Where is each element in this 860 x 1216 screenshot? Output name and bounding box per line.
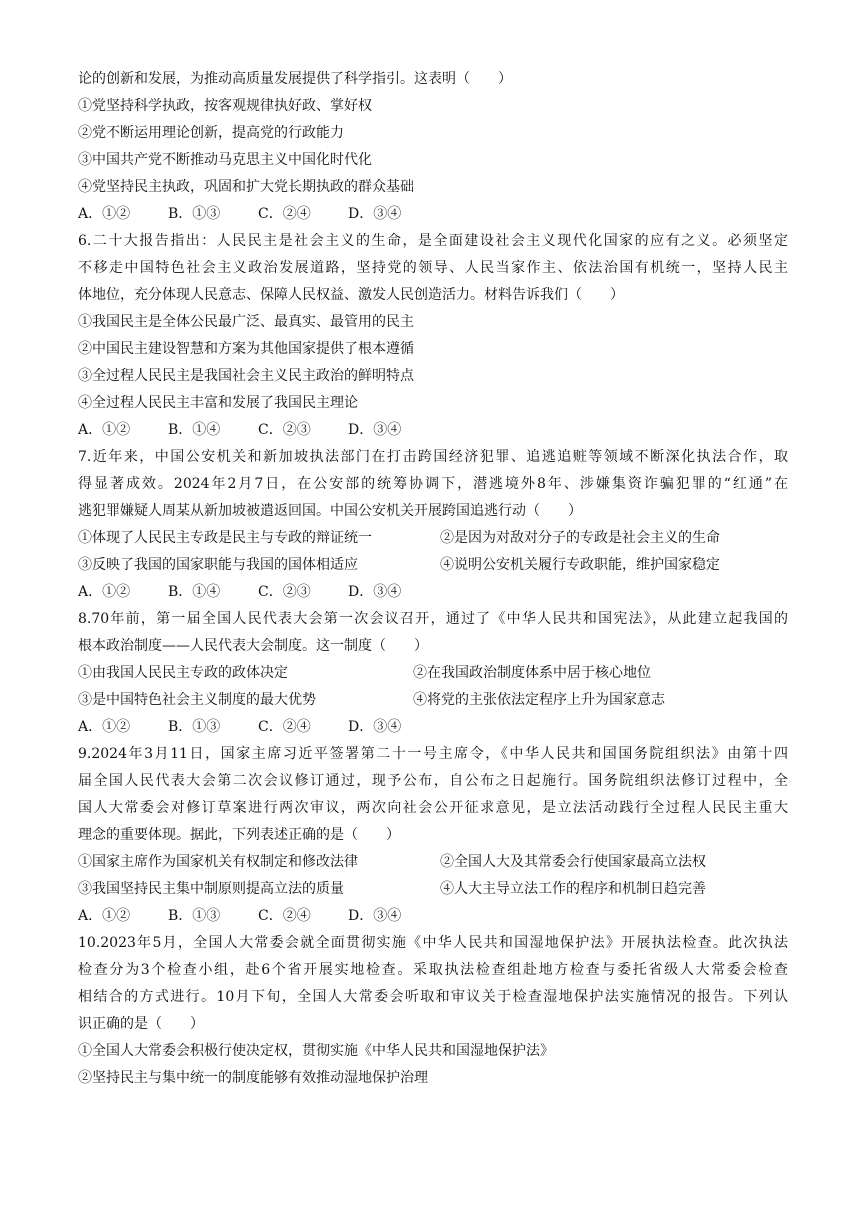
question-stem-line: 理念的重要体现。据此，下列表述正确的是（ ）	[78, 827, 400, 843]
question-stem-line: 不移走中国特色社会主义政治发展道路，坚持党的领导、人民当家作主、依法治国有机统一，坚持人民主	[78, 260, 788, 276]
statement: ③我国坚持民主集中制原则提高立法的质量	[78, 881, 344, 897]
question-stem-line: 9.2024年3月11日，国家主席习近平签署第二十一号主席令，《中华人民共和国国务院组织法》由第十四	[78, 746, 788, 762]
answer-options	[78, 579, 788, 606]
question-stem-line: 7.近年来，中国公安机关和新加坡执法部门在打击跨国经济犯罪、追逃追赃等领域不断深化执法合作，取	[78, 449, 788, 465]
statement: ①我国民主是全体公民最广泛、最真实、最管用的民主	[78, 314, 414, 330]
question-stem-line: 届全国人民代表大会第二次会议修订通过，现予公布，自公布之日起施行。国务院组织法修订过程中，全	[78, 773, 788, 789]
option-c: C．②④	[258, 719, 311, 735]
question-stem-line: 国人大常委会对修订草案进行两次审议，两次向社会公开征求意见，是立法活动践行全过程人民民主重大	[78, 800, 788, 816]
option-c: C．②③	[258, 584, 311, 600]
statement: ①全国人大常委会积极行使决定权，贯彻实施《中华人民共和国湿地保护法》	[78, 1043, 554, 1059]
question-stem-line: 逃犯罪嫌疑人周某从新加坡被遣返回国。中国公安机关开展跨国追逃行动（ ）	[78, 503, 582, 519]
option-a: A．①②	[78, 422, 131, 438]
option-b: B．①④	[168, 422, 221, 438]
question-6	[78, 228, 788, 444]
question-stem-line: 检查分为3个检查小组，赴6个省开展实地检查。采取执法检查组赴地方检查与委托省级人大常委会检查	[78, 962, 788, 978]
question-9	[78, 741, 788, 930]
option-d: D．③④	[348, 719, 402, 735]
option-b: B．①④	[168, 584, 221, 600]
statement: ①由我国人民民主专政的政体决定	[78, 665, 288, 681]
statement: ④说明公安机关履行专政职能，维护国家稳定	[440, 557, 720, 573]
question-10	[78, 930, 788, 1092]
question-stem-line: 识正确的是（ ）	[78, 1016, 204, 1032]
statement: ②是因为对敌对分子的专政是社会主义的生命	[440, 530, 720, 546]
statement: ③全过程人民民主是我国社会主义民主政治的鲜明特点	[78, 368, 414, 384]
option-b: B．①③	[168, 719, 221, 735]
statement-pair	[78, 660, 788, 687]
option-d: D．③④	[348, 206, 402, 222]
statement: ②坚持民主与集中统一的制度能够有效推动湿地保护治理	[78, 1070, 428, 1086]
option-a: A．①②	[78, 908, 131, 924]
option-c: C．②④	[258, 206, 311, 222]
question-stem-line: 6.二十大报告指出：人民民主是社会主义的生命，是全面建设社会主义现代化国家的应有之义。必须坚定	[78, 233, 788, 249]
statement: ③反映了我国的国家职能与我国的国体相适应	[78, 557, 358, 573]
statement: ④人大主导立法工作的程序和机制日趋完善	[440, 881, 706, 897]
exam-page	[78, 66, 788, 1092]
statement: ④全过程人民民主丰富和发展了我国民主理论	[78, 395, 358, 411]
statement: ③中国共产党不断推动马克思主义中国化时代化	[78, 152, 372, 168]
statement: ②党不断运用理论创新，提高党的行政能力	[78, 125, 344, 141]
statement: ②中国民主建设智慧和方案为其他国家提供了根本遵循	[78, 341, 414, 357]
question-7	[78, 444, 788, 606]
statement-pair	[78, 849, 788, 876]
statement: ④将党的主张依法定程序上升为国家意志	[413, 692, 665, 708]
question-5	[78, 66, 788, 228]
question-stem-line: 8.70年前，第一届全国人民代表大会第一次会议召开，通过了《中华人民共和国宪法》，从此建立起我国的	[78, 611, 788, 627]
option-a: A．①②	[78, 206, 131, 222]
option-a: A．①②	[78, 719, 131, 735]
question-stem-line: 得显著成效。2024年2月7日，在公安部的统筹协调下，潜逃境外8年、涉嫌集资诈骗犯罪的“红通”在	[78, 476, 788, 492]
statement-pair	[78, 876, 788, 903]
question-stem-line: 根本政治制度——人民代表大会制度。这一制度（ ）	[78, 638, 428, 654]
answer-options	[78, 417, 788, 444]
statement: ①党坚持科学执政，按客观规律执好政、掌好权	[78, 98, 372, 114]
question-stem-line: 论的创新和发展，为推动高质量发展提供了科学指引。这表明（ ）	[78, 71, 512, 87]
statement: ④党坚持民主执政，巩固和扩大党长期执政的群众基础	[78, 179, 414, 195]
question-stem-line: 相结合的方式进行。10月下旬，全国人大常委会听取和审议关于检查湿地保护法实施情况的报告。下列认	[78, 989, 788, 1005]
option-b: B．①③	[168, 206, 221, 222]
statement-pair	[78, 552, 788, 579]
option-c: C．②③	[258, 422, 311, 438]
question-8	[78, 606, 788, 741]
statement: ②在我国政治制度体系中居于核心地位	[413, 665, 651, 681]
option-d: D．③④	[348, 584, 402, 600]
statement-pair	[78, 687, 788, 714]
statement: ①体现了人民民主专政是民主与专政的辩证统一	[78, 530, 372, 546]
statement: ③是中国特色社会主义制度的最大优势	[78, 692, 316, 708]
option-c: C．②④	[258, 908, 311, 924]
answer-options	[78, 201, 788, 228]
option-d: D．③④	[348, 422, 402, 438]
answer-options	[78, 714, 788, 741]
question-stem-line: 体地位，充分体现人民意志、保障人民权益、激发人民创造活力。材料告诉我们（ ）	[78, 287, 624, 303]
statement-pair	[78, 525, 788, 552]
option-d: D．③④	[348, 908, 402, 924]
option-b: B．①③	[168, 908, 221, 924]
answer-options	[78, 903, 788, 930]
question-stem-line: 10.2023年5月，全国人大常委会就全面贯彻实施《中华人民共和国湿地保护法》开展执法检查。此次执法	[78, 935, 788, 951]
option-a: A．①②	[78, 584, 131, 600]
statement: ②全国人大及其常委会行使国家最高立法权	[440, 854, 706, 870]
statement: ①国家主席作为国家机关有权制定和修改法律	[78, 854, 358, 870]
